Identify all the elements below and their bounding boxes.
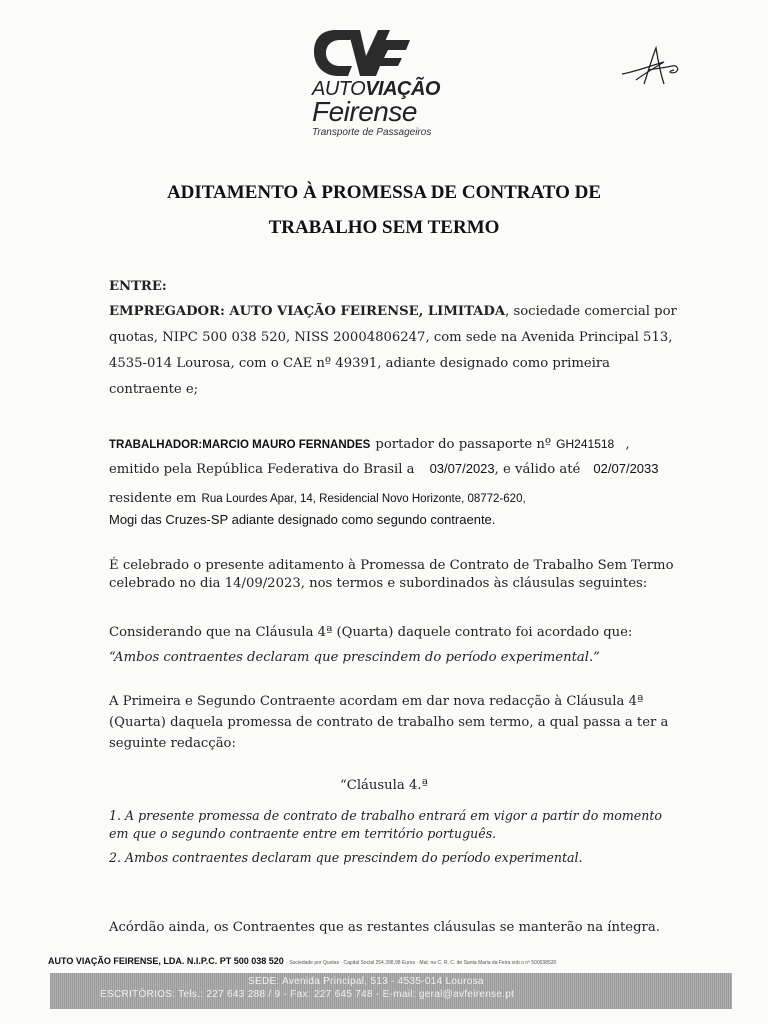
employer-line2: quotas, NIPC 500 038 520, NISS 20004806247, com sede na Avenida Principal 513, <box>109 330 673 345</box>
signature-initials <box>614 44 684 88</box>
valid-date: 02/07/2033 <box>593 461 659 476</box>
entre-heading: ENTRE: <box>109 279 167 294</box>
considering-line: Considerando que na Cláusula 4ª (Quarta) daquele contrato foi acordado que: <box>109 625 633 640</box>
employer-line3: 4535-014 Lourosa, com o CAE nº 49391, adiante designado como primeira <box>109 356 611 371</box>
clause-heading: “Cláusula 4.ª <box>340 778 428 793</box>
employer-line4: contraente e; <box>109 382 199 397</box>
clause-item1-line2: em que o segundo contraente entre em território português. <box>109 826 497 841</box>
document-title-line2: TRABALHO SEM TERMO <box>268 217 500 238</box>
logo-wordmark-feirense: Feirense <box>312 96 417 127</box>
clause-item1-line1: 1. A presente promessa de contrato de trabalho entrará em vigor a partir do momento <box>109 808 663 823</box>
celebrated-line1: É celebrado o presente aditamento à Promessa de Contrato de Trabalho Sem Termo <box>109 558 674 573</box>
closing-statement: Acórdão ainda, os Contraentes que as restantes cláusulas se manterão na íntegra. <box>109 920 660 935</box>
worker-line1: TRABALHADOR:MARCIO MAURO FERNANDES portador do passaporte nº GH241518 , <box>109 437 630 452</box>
clause-item2: 2. Ambos contraentes declaram que prescindem do período experimental. <box>109 850 583 865</box>
worker-address: Rua Lourdes Apar, 14, Residencial Novo Horizonte, 08772-620, <box>201 493 526 505</box>
original-clause-quote: “Ambos contraentes declaram que prescindem do período experimental.” <box>109 650 600 665</box>
agreement-line2: (Quarta) daquela promessa de contrato de trabalho sem termo, a qual passa a ter a <box>109 715 669 730</box>
agreement-line3: seguinte redacção: <box>109 736 236 751</box>
logo-wordmark-auto: AUTOVIAÇÃO <box>312 78 440 100</box>
employer-line1: EMPREGADOR: AUTO VIAÇÃO FEIRENSE, LIMITADA, sociedade comercial por <box>109 304 677 319</box>
celebrated-line2: celebrado no dia 14/09/2023, nos termos e subordinados às cláusulas seguintes: <box>109 576 648 591</box>
passport-number: GH241518 <box>556 437 615 451</box>
footer-company-line: AUTO VIAÇÃO FEIRENSE, LDA. N.I.P.C. PT 500 038 520 · Sociedade por Quotas · Capital Social 254.398,98 Euros · Mat. na C. R. C. de Santa Maria da Feira sob o nº 500038520 <box>48 956 557 966</box>
worker-line2: emitido pela República Federativa do Brasil a 03/07/2023, e válido até 02/07/2033 <box>109 461 659 477</box>
worker-line4: Mogi das Cruzes-SP adiante designado como segundo contraente. <box>109 512 496 527</box>
issue-date: 03/07/2023 <box>429 461 495 476</box>
worker-line3: residente em Rua Lourdes Apar, 14, Residencial Novo Horizonte, 08772-620, <box>109 491 526 506</box>
logo-tagline: Transporte de Passageiros <box>312 127 432 138</box>
worker-name: TRABALHADOR:MARCIO MAURO FERNANDES <box>109 439 371 451</box>
footer-sede: SEDE: Avenida Principal, 513 - 4535-014 Lourosa <box>248 976 484 987</box>
footer-escritorios: ESCRITÓRIOS: Tels.: 227 643 288 / 9 - Fax: 227 645 748 - E-mail: geral@avfeirense.pt <box>100 989 515 1000</box>
agreement-line1: A Primeira e Segundo Contraente acordam em dar nova redacção à Cláusula 4ª <box>109 694 644 709</box>
company-logo-mark <box>308 26 412 80</box>
document-title-line1: ADITAMENTO À PROMESSA DE CONTRATO DE <box>166 182 602 203</box>
